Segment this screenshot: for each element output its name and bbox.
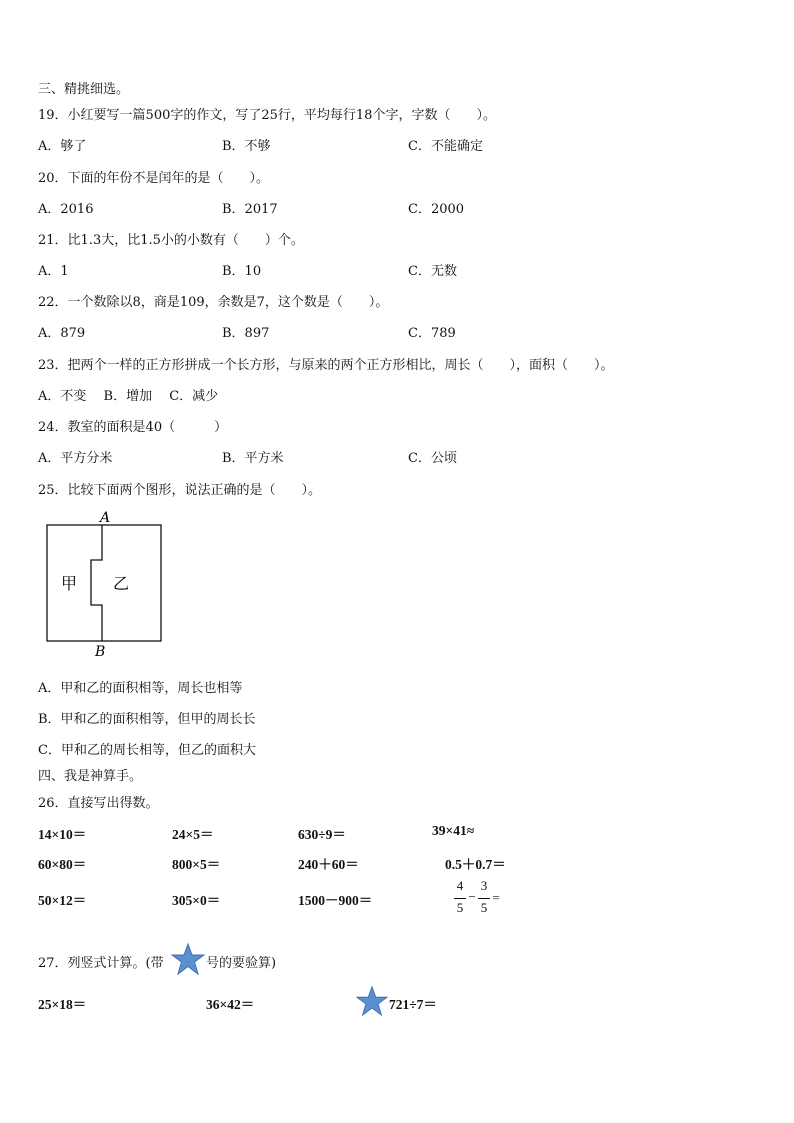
label-a: A <box>100 510 111 526</box>
calc-item: 630÷9＝ <box>298 827 346 842</box>
question-19: 19．小红要写一篇500字的作文，写了25行，平均每行18个字，字数（ ）。 <box>38 108 496 123</box>
question-23: 23．把两个一样的正方形拼成一个长方形，与原来的两个正方形相比，周长（ ），面积（ ）。 <box>38 358 614 373</box>
q21-option-b[interactable]: B．10 <box>222 264 262 279</box>
question-21: 21．比1.3大，比1.5小的小数有（ ）个。 <box>38 233 304 248</box>
q22-option-b[interactable]: B．897 <box>222 326 270 341</box>
calc-item: 305×0＝ <box>172 893 221 908</box>
q25-option-b[interactable]: B．甲和乙的面积相等，但甲的周长长 <box>38 712 256 727</box>
q24-option-b[interactable]: B．平方米 <box>222 451 284 466</box>
question-25: 25．比较下面两个图形，说法正确的是（ ）。 <box>38 483 322 498</box>
q25-option-c[interactable]: C．甲和乙的周长相等，但乙的面积大 <box>38 743 256 758</box>
label-b: B <box>95 644 106 660</box>
fraction-bar <box>478 898 490 899</box>
calc-item: 721÷7＝ <box>389 997 437 1012</box>
calc-item: 1500－900＝ <box>298 893 373 908</box>
question-27-after: 号的要验算) <box>206 956 277 971</box>
numerator: 4 <box>456 878 464 893</box>
q25-option-a[interactable]: A．甲和乙的面积相等，周长也相等 <box>38 681 243 696</box>
question-26: 26．直接写出得数。 <box>38 796 159 811</box>
star-icon <box>356 985 388 1017</box>
q19-option-b[interactable]: B．不够 <box>222 139 271 154</box>
q24-option-c[interactable]: C．公顷 <box>408 451 457 466</box>
q19-option-a[interactable]: A．够了 <box>38 139 87 154</box>
minus-sign: − <box>468 889 476 904</box>
equals-sign: = <box>492 890 500 905</box>
calc-item: 50×12＝ <box>38 893 87 908</box>
fraction-expression <box>454 878 514 920</box>
denominator: 5 <box>456 900 464 915</box>
region-jia: 甲 <box>61 574 78 593</box>
q19-option-c[interactable]: C．不能确定 <box>408 139 483 154</box>
denominator: 5 <box>480 900 488 915</box>
calc-item: 60×80＝ <box>38 857 87 872</box>
calc-item: 25×18＝ <box>38 997 87 1012</box>
question-24: 24．教室的面积是40（ ） <box>38 420 228 435</box>
calc-item: 240＋60＝ <box>298 857 359 872</box>
q21-option-a[interactable]: A．1 <box>38 264 69 279</box>
q24-option-a[interactable]: A．平方分米 <box>38 451 113 466</box>
region-yi: 乙 <box>113 574 130 593</box>
q21-option-c[interactable]: C．无数 <box>408 264 457 279</box>
q20-option-b[interactable]: B．2017 <box>222 202 278 217</box>
question-27-before: 27．列竖式计算。(带 <box>38 956 164 971</box>
calc-item: 39×41≈ <box>432 823 475 838</box>
q25-figure <box>40 508 170 660</box>
calc-item: 14×10＝ <box>38 827 87 842</box>
question-22: 22．一个数除以8，商是109，余数是7，这个数是（ ）。 <box>38 295 389 310</box>
q22-option-c[interactable]: C．789 <box>408 326 456 341</box>
section-title: 三、精挑细选。 <box>38 82 130 97</box>
star-icon <box>171 943 205 975</box>
calc-item: 36×42＝ <box>206 997 255 1012</box>
q20-option-a[interactable]: A．2016 <box>38 202 94 217</box>
numerator: 3 <box>480 878 488 893</box>
question-20: 20．下面的年份不是闰年的是（ ）。 <box>38 171 270 186</box>
calc-item: 24×5＝ <box>172 827 214 842</box>
fraction-bar <box>454 898 466 899</box>
q20-option-c[interactable]: C．2000 <box>408 202 465 217</box>
calc-item: 800×5＝ <box>172 857 221 872</box>
q22-option-a[interactable]: A．879 <box>38 326 86 341</box>
section-title: 四、我是神算手。 <box>38 769 143 784</box>
calc-item: 0.5＋0.7＝ <box>445 857 506 872</box>
q23-options[interactable]: A．不变 B．增加 C．减少 <box>38 389 219 404</box>
